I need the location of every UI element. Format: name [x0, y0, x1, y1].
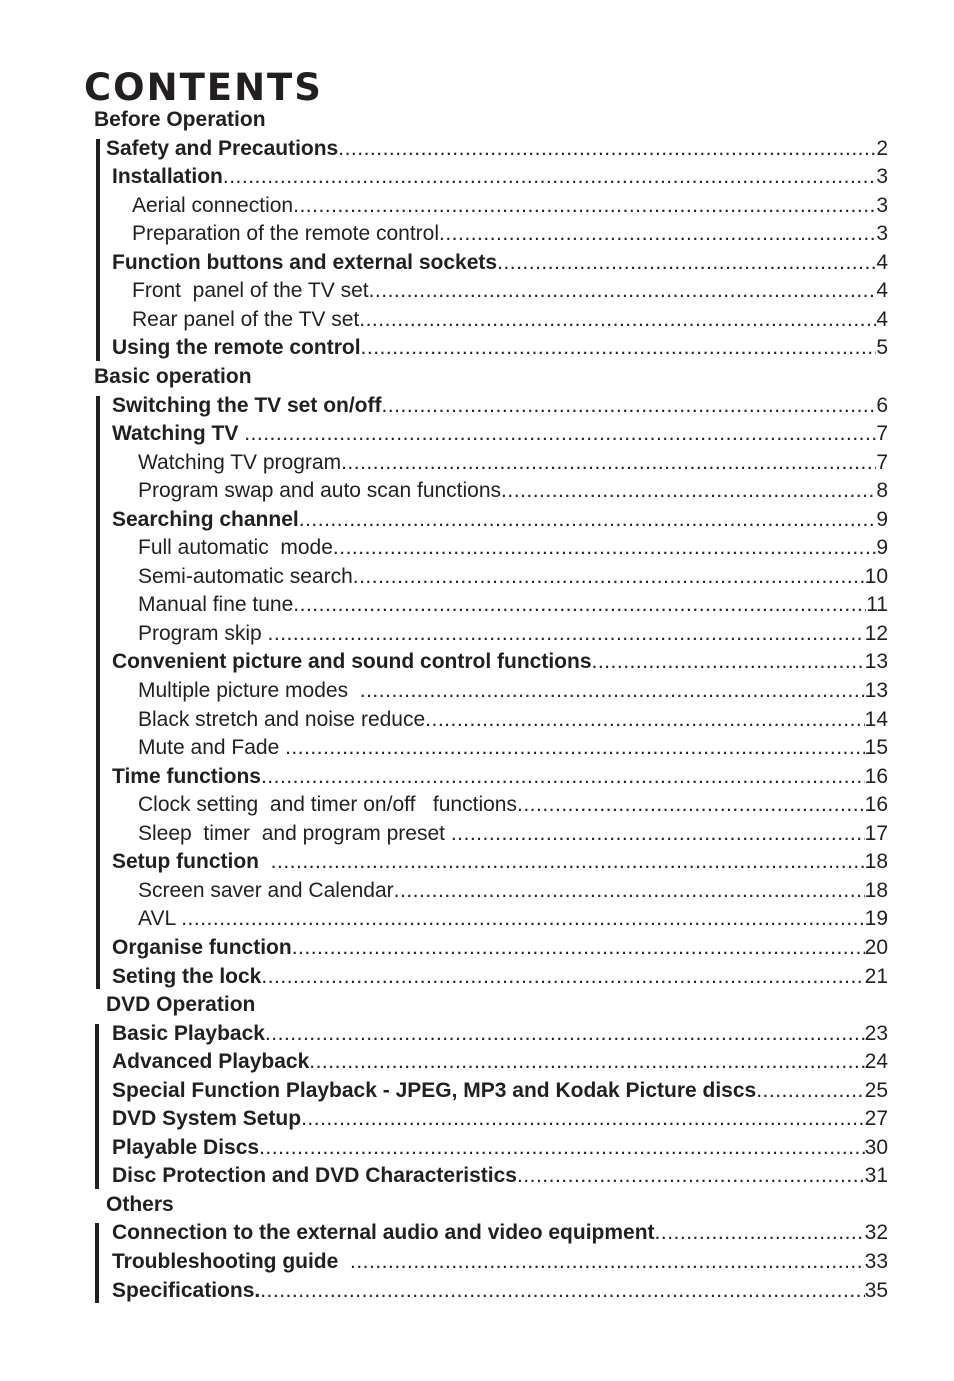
section-bar — [96, 396, 100, 990]
dot-leader — [439, 220, 876, 248]
toc-entry-label: Specifications. — [112, 1278, 261, 1302]
toc-entry-label: Aerial connection — [132, 193, 294, 217]
toc-entry[interactable] — [112, 1277, 888, 1305]
section-bar — [95, 1024, 99, 1189]
toc-entry-page: 16 — [864, 793, 888, 817]
toc-entry[interactable] — [138, 820, 888, 848]
toc-entry-label: Safety and Precautions — [106, 136, 339, 160]
dot-leader — [338, 135, 876, 163]
toc-entry-page: 16 — [864, 764, 888, 788]
toc-entry-page: 27 — [864, 1107, 888, 1131]
toc-entry-label: Searching channel — [112, 507, 299, 531]
dot-leader — [353, 563, 865, 591]
toc-entry[interactable] — [112, 334, 888, 362]
toc-entry-label: Front panel of the TV set — [132, 279, 369, 303]
dot-leader — [261, 763, 865, 791]
toc-entry-label: Watching TV program — [138, 450, 342, 474]
toc-entry-page: 4 — [876, 279, 888, 303]
toc-entry-page: 3 — [876, 165, 888, 189]
toc-entry-label: Watching TV — [112, 422, 245, 446]
dot-leader — [261, 963, 864, 991]
toc-entry-page: 19 — [864, 907, 888, 931]
toc-entry-label: Clock setting and timer on/off functions — [138, 793, 517, 817]
dot-leader — [223, 163, 876, 191]
dot-leader — [292, 934, 865, 962]
toc-entry-page: 35 — [864, 1278, 888, 1302]
toc-entry[interactable] — [112, 392, 888, 420]
toc-entry[interactable] — [112, 1105, 888, 1133]
toc-entry-label: AVL — [138, 907, 182, 931]
dot-leader — [359, 306, 876, 334]
toc-entry[interactable] — [112, 763, 888, 791]
toc-entry-page: 5 — [876, 336, 888, 360]
toc-entry[interactable] — [112, 648, 888, 676]
dot-leader — [655, 1219, 865, 1247]
toc-entry[interactable] — [112, 1048, 888, 1076]
toc-entry-label: Connection to the external audio and video equipment — [112, 1221, 655, 1245]
dot-leader — [361, 334, 877, 362]
toc-entry[interactable] — [138, 877, 888, 905]
toc-entry-label: Preparation of the remote control — [132, 222, 440, 246]
toc-entry-label: Multiple picture modes — [138, 679, 360, 702]
toc-entry[interactable] — [112, 1077, 888, 1105]
toc-entry-label: Function buttons and external sockets — [112, 250, 498, 274]
toc-entry[interactable] — [112, 963, 888, 991]
toc-entry-label: Program skip — [138, 621, 268, 645]
toc-entry-label: Semi-automatic search — [138, 564, 353, 588]
dot-leader — [268, 620, 865, 648]
toc-entry-label: Switching the TV set on/off — [112, 393, 382, 417]
toc-entry[interactable] — [138, 563, 888, 591]
dot-leader — [501, 477, 876, 505]
toc-entry-label: Setup function — [112, 850, 271, 874]
toc-entry[interactable] — [138, 591, 888, 619]
toc-entry-page: 15 — [864, 736, 888, 760]
toc-entry-page: 9 — [876, 536, 888, 560]
toc-entry[interactable] — [138, 905, 888, 933]
toc-entry[interactable] — [138, 706, 888, 734]
dot-leader — [592, 648, 865, 676]
dot-leader — [271, 848, 865, 876]
toc-entry[interactable] — [132, 220, 888, 248]
toc-entry-page: 2 — [876, 136, 888, 160]
toc-entry-label: Seting the lock — [112, 964, 262, 988]
toc-entry-page: 33 — [864, 1250, 888, 1273]
toc-entry[interactable] — [138, 791, 888, 819]
toc-entry-page: 24 — [864, 1050, 888, 1074]
toc-entry[interactable] — [112, 420, 888, 448]
section-bar — [95, 1223, 99, 1303]
section-heading: DVD Operation — [106, 993, 256, 1017]
toc-entry-page: 21 — [864, 964, 888, 988]
dot-leader — [517, 791, 865, 819]
dot-leader — [756, 1077, 864, 1105]
toc-entry-label: Special Function Playback - JPEG, MP3 and Kodak Picture discs — [112, 1078, 757, 1102]
dot-leader — [333, 534, 876, 562]
toc-entry[interactable] — [138, 477, 888, 505]
toc-entry-page: 8 — [876, 479, 888, 503]
toc-entry-label: Sleep timer and program preset — [138, 821, 451, 845]
toc-entry[interactable] — [138, 677, 888, 705]
toc-entry[interactable] — [112, 1162, 888, 1190]
dot-leader — [382, 392, 877, 420]
toc-entry[interactable] — [106, 135, 888, 163]
toc-entry-page: 3 — [876, 193, 888, 217]
toc-entry-page: 6 — [876, 393, 888, 417]
toc-entry-label: Rear panel of the TV set — [132, 307, 360, 331]
toc-entry-page: 7 — [876, 422, 888, 446]
toc-entry-label: Installation — [112, 165, 223, 189]
toc-entry-page: 11 — [866, 593, 888, 617]
toc-entry[interactable] — [112, 163, 888, 191]
dot-leader — [285, 734, 865, 762]
dot-leader — [265, 1020, 865, 1048]
toc-entry[interactable] — [112, 1134, 888, 1162]
toc-entry[interactable] — [132, 277, 888, 305]
dot-leader — [244, 420, 876, 448]
dot-leader — [451, 820, 865, 848]
dot-leader — [181, 905, 864, 933]
toc-entry-label: Screen saver and Calendar — [138, 878, 394, 902]
toc-entry[interactable] — [112, 934, 888, 962]
toc-entry-page: 3 — [876, 222, 888, 246]
section-bar — [96, 139, 100, 361]
toc-entry-page: 13 — [864, 679, 888, 702]
toc-entry-page: 10 — [864, 564, 888, 588]
toc-entry-label: DVD System Setup — [112, 1107, 302, 1131]
toc-entry-page: 25 — [864, 1078, 888, 1102]
dot-leader — [293, 192, 876, 220]
dot-leader — [260, 1277, 864, 1305]
toc-entry[interactable] — [132, 192, 888, 220]
toc-entry-page: 31 — [864, 1164, 888, 1188]
dot-leader — [350, 1248, 865, 1276]
toc-entry[interactable] — [132, 306, 888, 334]
toc-entry-label: Full automatic mode — [138, 536, 333, 560]
toc-entry-page: 20 — [864, 935, 888, 959]
toc-entry-page: 17 — [864, 821, 888, 845]
toc-entry[interactable] — [112, 1020, 888, 1048]
dot-leader — [369, 277, 877, 305]
toc-entry-label: Convenient picture and sound control functions — [112, 650, 592, 674]
toc-entry-page: 12 — [864, 621, 888, 645]
toc-entry[interactable] — [112, 1219, 888, 1247]
toc-entry-page: 32 — [864, 1221, 888, 1245]
toc-entry-page: 18 — [864, 850, 888, 874]
toc-entry-page: 7 — [876, 450, 888, 474]
dot-leader — [360, 677, 865, 705]
dot-leader — [309, 1048, 864, 1076]
toc-entry-label: Mute and Fade — [138, 736, 286, 760]
dot-leader — [301, 1105, 865, 1133]
toc-entry-label: Basic Playback — [112, 1021, 265, 1045]
toc-entry[interactable] — [112, 1248, 888, 1276]
toc-entry[interactable] — [138, 620, 888, 648]
section-heading: Others — [106, 1192, 174, 1216]
dot-leader — [497, 249, 876, 277]
toc-entry-label: Using the remote control — [112, 336, 361, 360]
toc-entry-label: Black stretch and noise reduce — [138, 707, 426, 731]
toc-entry[interactable] — [138, 734, 888, 762]
toc-entry-label: Manual fine tune — [138, 593, 294, 617]
toc-entry-label: Program swap and auto scan functions — [138, 479, 502, 503]
toc-entry-label: Disc Protection and DVD Characteristics — [112, 1164, 517, 1188]
section-heading: Before Operation — [94, 108, 266, 131]
toc-entry-label: Advanced Playback — [112, 1050, 310, 1074]
toc-entry-page: 4 — [876, 250, 888, 274]
toc-entry-page: 30 — [864, 1135, 888, 1159]
toc-entry-label: Troubleshooting guide — [112, 1250, 350, 1273]
dot-leader — [341, 449, 876, 477]
toc-entry-page: 23 — [864, 1021, 888, 1045]
toc-entry-label: Playable Discs — [112, 1135, 260, 1159]
toc-entry-page: 13 — [864, 650, 888, 674]
dot-leader — [425, 706, 864, 734]
toc-entry[interactable] — [138, 449, 888, 477]
toc-entry-label: Time functions — [112, 764, 261, 788]
section-heading: Basic operation — [94, 364, 252, 388]
toc-entry[interactable] — [112, 848, 888, 876]
toc-entry-page: 4 — [876, 307, 888, 331]
toc-entry[interactable] — [112, 506, 888, 534]
dot-leader — [299, 506, 877, 534]
dot-leader — [394, 877, 865, 905]
toc-entry-page: 9 — [876, 507, 888, 531]
dot-leader — [259, 1134, 865, 1162]
toc-entry-page: 14 — [864, 707, 888, 731]
toc-entry-page: 18 — [864, 878, 888, 902]
page-title: CONTENTS — [84, 66, 323, 109]
dot-leader — [293, 591, 866, 619]
dot-leader — [517, 1162, 865, 1190]
toc-entry-label: Organise function — [112, 935, 292, 959]
toc-entry[interactable] — [112, 249, 888, 277]
toc-entry[interactable] — [138, 534, 888, 562]
